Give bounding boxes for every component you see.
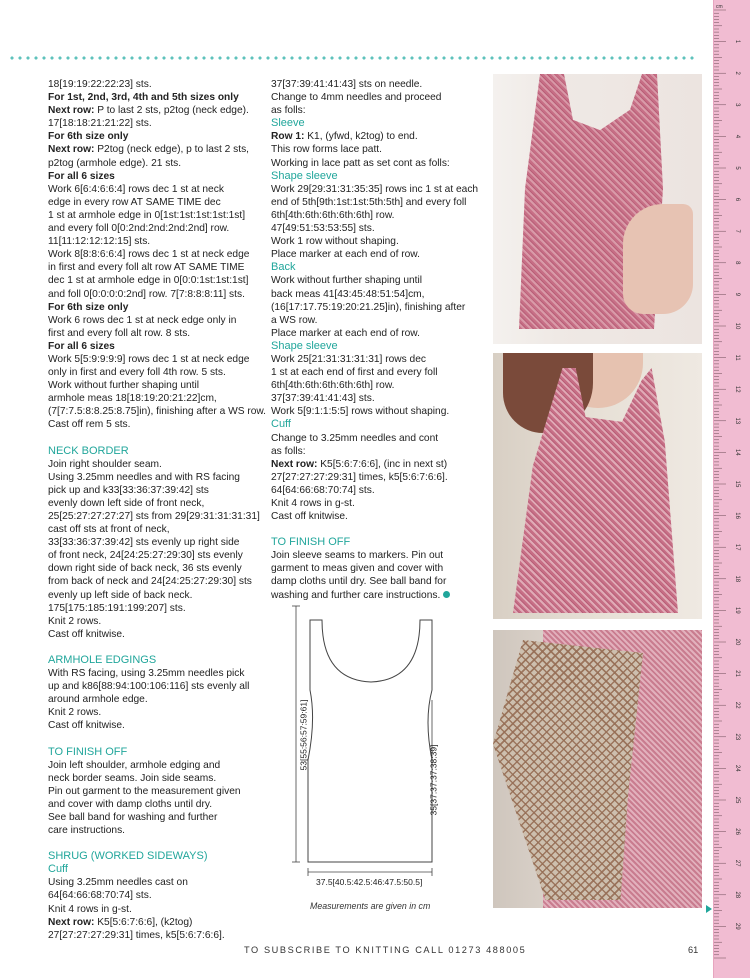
section-heading-finish-off-2: TO FINISH OFF: [271, 536, 351, 549]
text-line: 33[33:36:37:39:42] sts evenly up right side: [48, 537, 240, 549]
ruler-label: 28: [734, 891, 740, 899]
text-line: and every foll 0[0:2nd:2nd:2nd:2nd] row.: [48, 223, 230, 235]
text-line: Cast off knitwise.: [48, 720, 125, 732]
subheading: For 6th size only: [48, 131, 129, 143]
text-line: Using 3.25mm needles and with RS facing: [48, 471, 240, 483]
section-heading-shape-sleeve-2: Shape sleeve: [271, 339, 338, 352]
text-line: in first and every foll alt row AT SAME TIME: [48, 262, 245, 274]
text-line: Knit 4 rows in g-st.: [48, 903, 132, 915]
text-line: neck border seams. Join side seams.: [48, 772, 217, 784]
text-line: [271, 130, 487, 143]
photo-tank-back: [493, 353, 702, 619]
text-span: K5[5:6:7:6:6], (inc in next st): [317, 458, 448, 470]
text-line: (16[17:17.75:19:20:21.25]in), finishing after: [271, 301, 466, 313]
text-line: 64[64:66:68:70:74] sts.: [48, 890, 152, 902]
text-line: Work 1 row without shaping.: [271, 236, 399, 248]
text-line: Working in lace patt as set cont as folls:: [271, 157, 450, 169]
arm-image: [623, 204, 693, 314]
ruler-label: 10: [734, 322, 740, 330]
lace-shrug-image: [493, 640, 643, 900]
text-line: Cast off knitwise.: [48, 628, 125, 640]
text-line: Work 6 rows dec 1 st at neck edge only in: [48, 314, 237, 326]
ruler-marker-icon: [706, 905, 712, 913]
text-line: Pin out garment to the measurement given: [48, 785, 241, 797]
text-line: a WS row.: [271, 314, 318, 326]
subscribe-footer: TO SUBSCRIBE TO KNITTING CALL 01273 488005: [244, 945, 527, 955]
ruler-label: 29: [734, 923, 740, 930]
ruler-label: 7: [734, 229, 740, 233]
text-line: 25[25:27:27:27:27] sts from 29[29:31:31:31:31]: [48, 511, 260, 522]
cm-ruler: [713, 0, 750, 978]
ruler-label: 8: [734, 261, 740, 265]
ruler-label: 21: [734, 670, 740, 677]
subheading: For 6th size only: [48, 301, 129, 313]
text-line: end of 5th[9th:1st:1st:5th:5th] and every foll: [271, 196, 467, 208]
ruler-unit-label: cm: [716, 4, 723, 10]
text-line: care instructions.: [48, 825, 126, 837]
ruler-label: 15: [734, 480, 740, 488]
bold-label: Next row:: [48, 916, 95, 928]
text-line: from back of neck and 24[24:25:27:29:30] sts: [48, 576, 252, 588]
ruler-label: 11: [734, 354, 740, 361]
ruler-label: 16: [734, 512, 740, 519]
text-line: around armhole edge.: [48, 694, 148, 706]
text-line: 64[64:66:68:70:74] sts.: [271, 484, 375, 496]
bold-label: Row 1:: [271, 131, 305, 143]
side-measurement: 35[37:37:37:38:39]: [428, 744, 439, 816]
text-line: only in first and every foll 4th row. 5 sts.: [48, 367, 226, 379]
text-span: K5[5:6:7:6:6], (k2tog): [94, 916, 193, 928]
ruler-label: 23: [734, 733, 740, 741]
text-line: Knit 2 rows.: [48, 707, 102, 719]
text-line: See ball band for washing and further: [48, 811, 218, 823]
text-line: [48, 916, 258, 929]
ruler-label: 1: [734, 39, 740, 44]
text-line: Cast off rem 5 sts.: [48, 419, 131, 431]
text-line: cast off sts at front of neck,: [48, 524, 170, 536]
text-line: Using 3.25mm needles cast on: [48, 877, 188, 889]
text-line: garment to meas given and cover with: [271, 563, 444, 575]
text-span: K1, (yfwd, k2tog) to end.: [304, 131, 418, 143]
bold-label: Next row:: [271, 458, 318, 470]
pattern-column-middle: [271, 78, 487, 602]
text-line: 47[49:51:53:53:55] sts.: [271, 223, 375, 235]
subheading: For all 6 sizes: [48, 340, 115, 352]
text-line: of front neck, 24[24:25:27:29:30] sts evenly: [48, 550, 243, 562]
text-line: Change to 3.25mm needles and cont: [271, 432, 439, 444]
ruler-label: 9: [734, 292, 740, 297]
width-measurement: 37.5[40.5:42.5:46:47.5:50.5]: [316, 877, 423, 887]
text-line: This row forms lace patt.: [271, 144, 382, 156]
text-line: down right side of back neck, 36 sts evenly: [48, 563, 242, 575]
ruler-ticks: [714, 0, 750, 978]
section-heading-cuff: Cuff: [271, 418, 291, 431]
ruler-label: 24: [734, 765, 740, 772]
photo-shrug: [493, 630, 702, 908]
section-heading-armhole-edgings: ARMHOLE EDGINGS: [48, 653, 157, 666]
text-line: up and k86[88:94:100:106:116] sts evenly all: [48, 681, 250, 693]
text-line: 18[19:19:22:22:23] sts.: [48, 79, 152, 90]
text-line: Join left shoulder, armhole edging and: [48, 759, 221, 771]
text-line: armhole meas 18[18:19:20:21:22]cm,: [48, 393, 217, 405]
text-line: as folls:: [271, 105, 306, 117]
text-line: as folls:: [271, 445, 306, 457]
photo-tank-front: [493, 74, 702, 344]
ruler-label: 13: [734, 417, 740, 425]
text-line: edge in every row AT SAME TIME dec: [48, 196, 221, 208]
text-line: Cast off knitwise.: [271, 511, 348, 523]
text-span: washing and further care instructions.: [271, 589, 441, 601]
text-line: first and every foll alt row. 8 sts.: [48, 327, 191, 339]
text-line: 27[27:27:27:29:31] times, k5[5:6:7:6:6].: [48, 929, 225, 941]
ruler-label: 12: [734, 385, 740, 393]
text-line: [48, 104, 258, 117]
end-dot-icon: [443, 591, 450, 598]
text-line: Work 6[6:4:6:6:4] rows dec 1 st at neck: [48, 183, 224, 195]
text-line: Work without further shaping until: [48, 380, 200, 392]
text-line: 6th[4th:6th:6th:6th:6th] row.: [271, 209, 395, 221]
text-line: and foll 0[0:0:0:0:2nd] row. 7[7:8:8:8:11] sts.: [48, 288, 245, 300]
ruler-label: 19: [734, 607, 740, 614]
text-line: Place marker at each end of row.: [271, 327, 420, 339]
section-heading-finish-off: TO FINISH OFF: [48, 745, 128, 758]
length-measurement: 53[55:56:57:59:61]: [298, 699, 309, 771]
ruler-label: 14: [734, 449, 740, 456]
text-line: p2tog (armhole edge). 21 sts.: [48, 157, 182, 169]
text-line: [48, 143, 258, 156]
text-line: Join right shoulder seam.: [48, 458, 162, 470]
text-line: Knit 2 rows.: [48, 615, 102, 627]
ruler-label: 17: [734, 543, 740, 551]
text-line: Work 29[29:31:31:35:35] rows inc 1 st at each: [271, 183, 479, 195]
subheading: For 1st, 2nd, 3rd, 4th and 5th sizes only: [48, 92, 239, 104]
text-line: 27[27:27:27:29:31] times, k5[5:6:7:6:6].: [271, 471, 448, 483]
text-line: [271, 458, 487, 471]
text-span: P to last 2 sts, p2tog (neck edge).: [94, 105, 249, 117]
section-subheading-cuff: Cuff: [48, 863, 68, 876]
text-line: Work 8[8:8:6:6:4] rows dec 1 st at neck edge: [48, 249, 250, 261]
text-line: Work 5[9:1:1:5:5] rows without shaping.: [271, 406, 450, 418]
ruler-label: 18: [734, 575, 740, 583]
text-line: back meas 41[43:45:48:51:54]cm,: [271, 288, 425, 300]
text-line: 6th[4th:6th:6th:6th:6th] row.: [271, 380, 395, 392]
text-line: 37[37:39:41:41:43] sts on needle.: [271, 79, 423, 90]
text-line: Change to 4mm needles and proceed: [271, 92, 442, 104]
text-line: Join sleeve seams to markers. Pin out: [271, 550, 444, 562]
text-line: damp cloths until dry. See ball band for: [271, 576, 447, 588]
ruler-label: 5: [734, 166, 740, 170]
text-line: Knit 4 rows in g-st.: [271, 498, 355, 509]
ruler-label: 27: [734, 859, 740, 867]
section-heading-sleeve: Sleeve: [271, 117, 305, 130]
text-line: evenly up left side of back neck.: [48, 589, 193, 601]
bold-label: Next row:: [48, 105, 95, 117]
section-heading-shape-sleeve: Shape sleeve: [271, 169, 338, 182]
text-line: pick up and k33[33:36:37:39:42] sts: [48, 484, 209, 496]
ruler-label: 25: [734, 796, 740, 804]
ruler-label: 3: [734, 103, 740, 107]
text-line: evenly down left side of front neck,: [48, 497, 205, 509]
ruler-label: 2: [734, 71, 740, 75]
section-heading-back: Back: [271, 261, 296, 274]
text-span: P2tog (neck edge), p to last 2 sts,: [94, 144, 250, 156]
text-line: 11[11:12:12:12:15] sts.: [48, 236, 151, 248]
tank-outline: [308, 620, 432, 862]
text-line: Work without further shaping until: [271, 275, 423, 287]
page-number: 61: [688, 945, 699, 955]
text-line: 37[37:39:41:41:43] sts.: [271, 393, 375, 405]
subheading: For all 6 sizes: [48, 170, 115, 182]
ruler-label: 26: [734, 828, 740, 835]
text-line: (7[7:7.5:8:8.25:8.75]in), finishing after a WS row.: [48, 406, 267, 418]
ruler-label: 20: [734, 638, 740, 646]
text-line: Place marker at each end of row.: [271, 249, 420, 261]
text-line: 1 st at armhole edge in 0[1st:1st:1st:1st:1st]: [48, 209, 246, 221]
text-line: and cover with damp cloths until dry.: [48, 798, 213, 810]
bold-label: Next row:: [48, 144, 95, 156]
ruler-label: 4: [734, 134, 740, 139]
ruler-label: 22: [734, 701, 740, 709]
pattern-column-left: [48, 78, 267, 942]
diagram-caption: Measurements are given in cm: [310, 901, 431, 911]
text-line: Work 5[5:9:9:9:9] rows dec 1 st at neck edge: [48, 353, 250, 365]
ruler-label: 6: [734, 197, 740, 202]
text-line: With RS facing, using 3.25mm needles pick: [48, 668, 245, 680]
section-heading-shrug: SHRUG (WORKED SIDEWAYS): [48, 850, 208, 863]
text-line: 17[18:18:21:21:22] sts.: [48, 118, 152, 130]
text-line: dec 1 st at armhole edge in 0[0:0:1st:1st:1st]: [48, 275, 249, 287]
text-line: Work 25[21:31:31:31:31] rows dec: [271, 353, 426, 365]
text-line: 175[175:185:191:199:207] sts.: [48, 602, 186, 614]
section-heading-neck-border: NECK BORDER: [48, 444, 129, 457]
text-line: 1 st at each end of first and every foll: [271, 367, 438, 379]
dotted-divider: [8, 56, 698, 60]
